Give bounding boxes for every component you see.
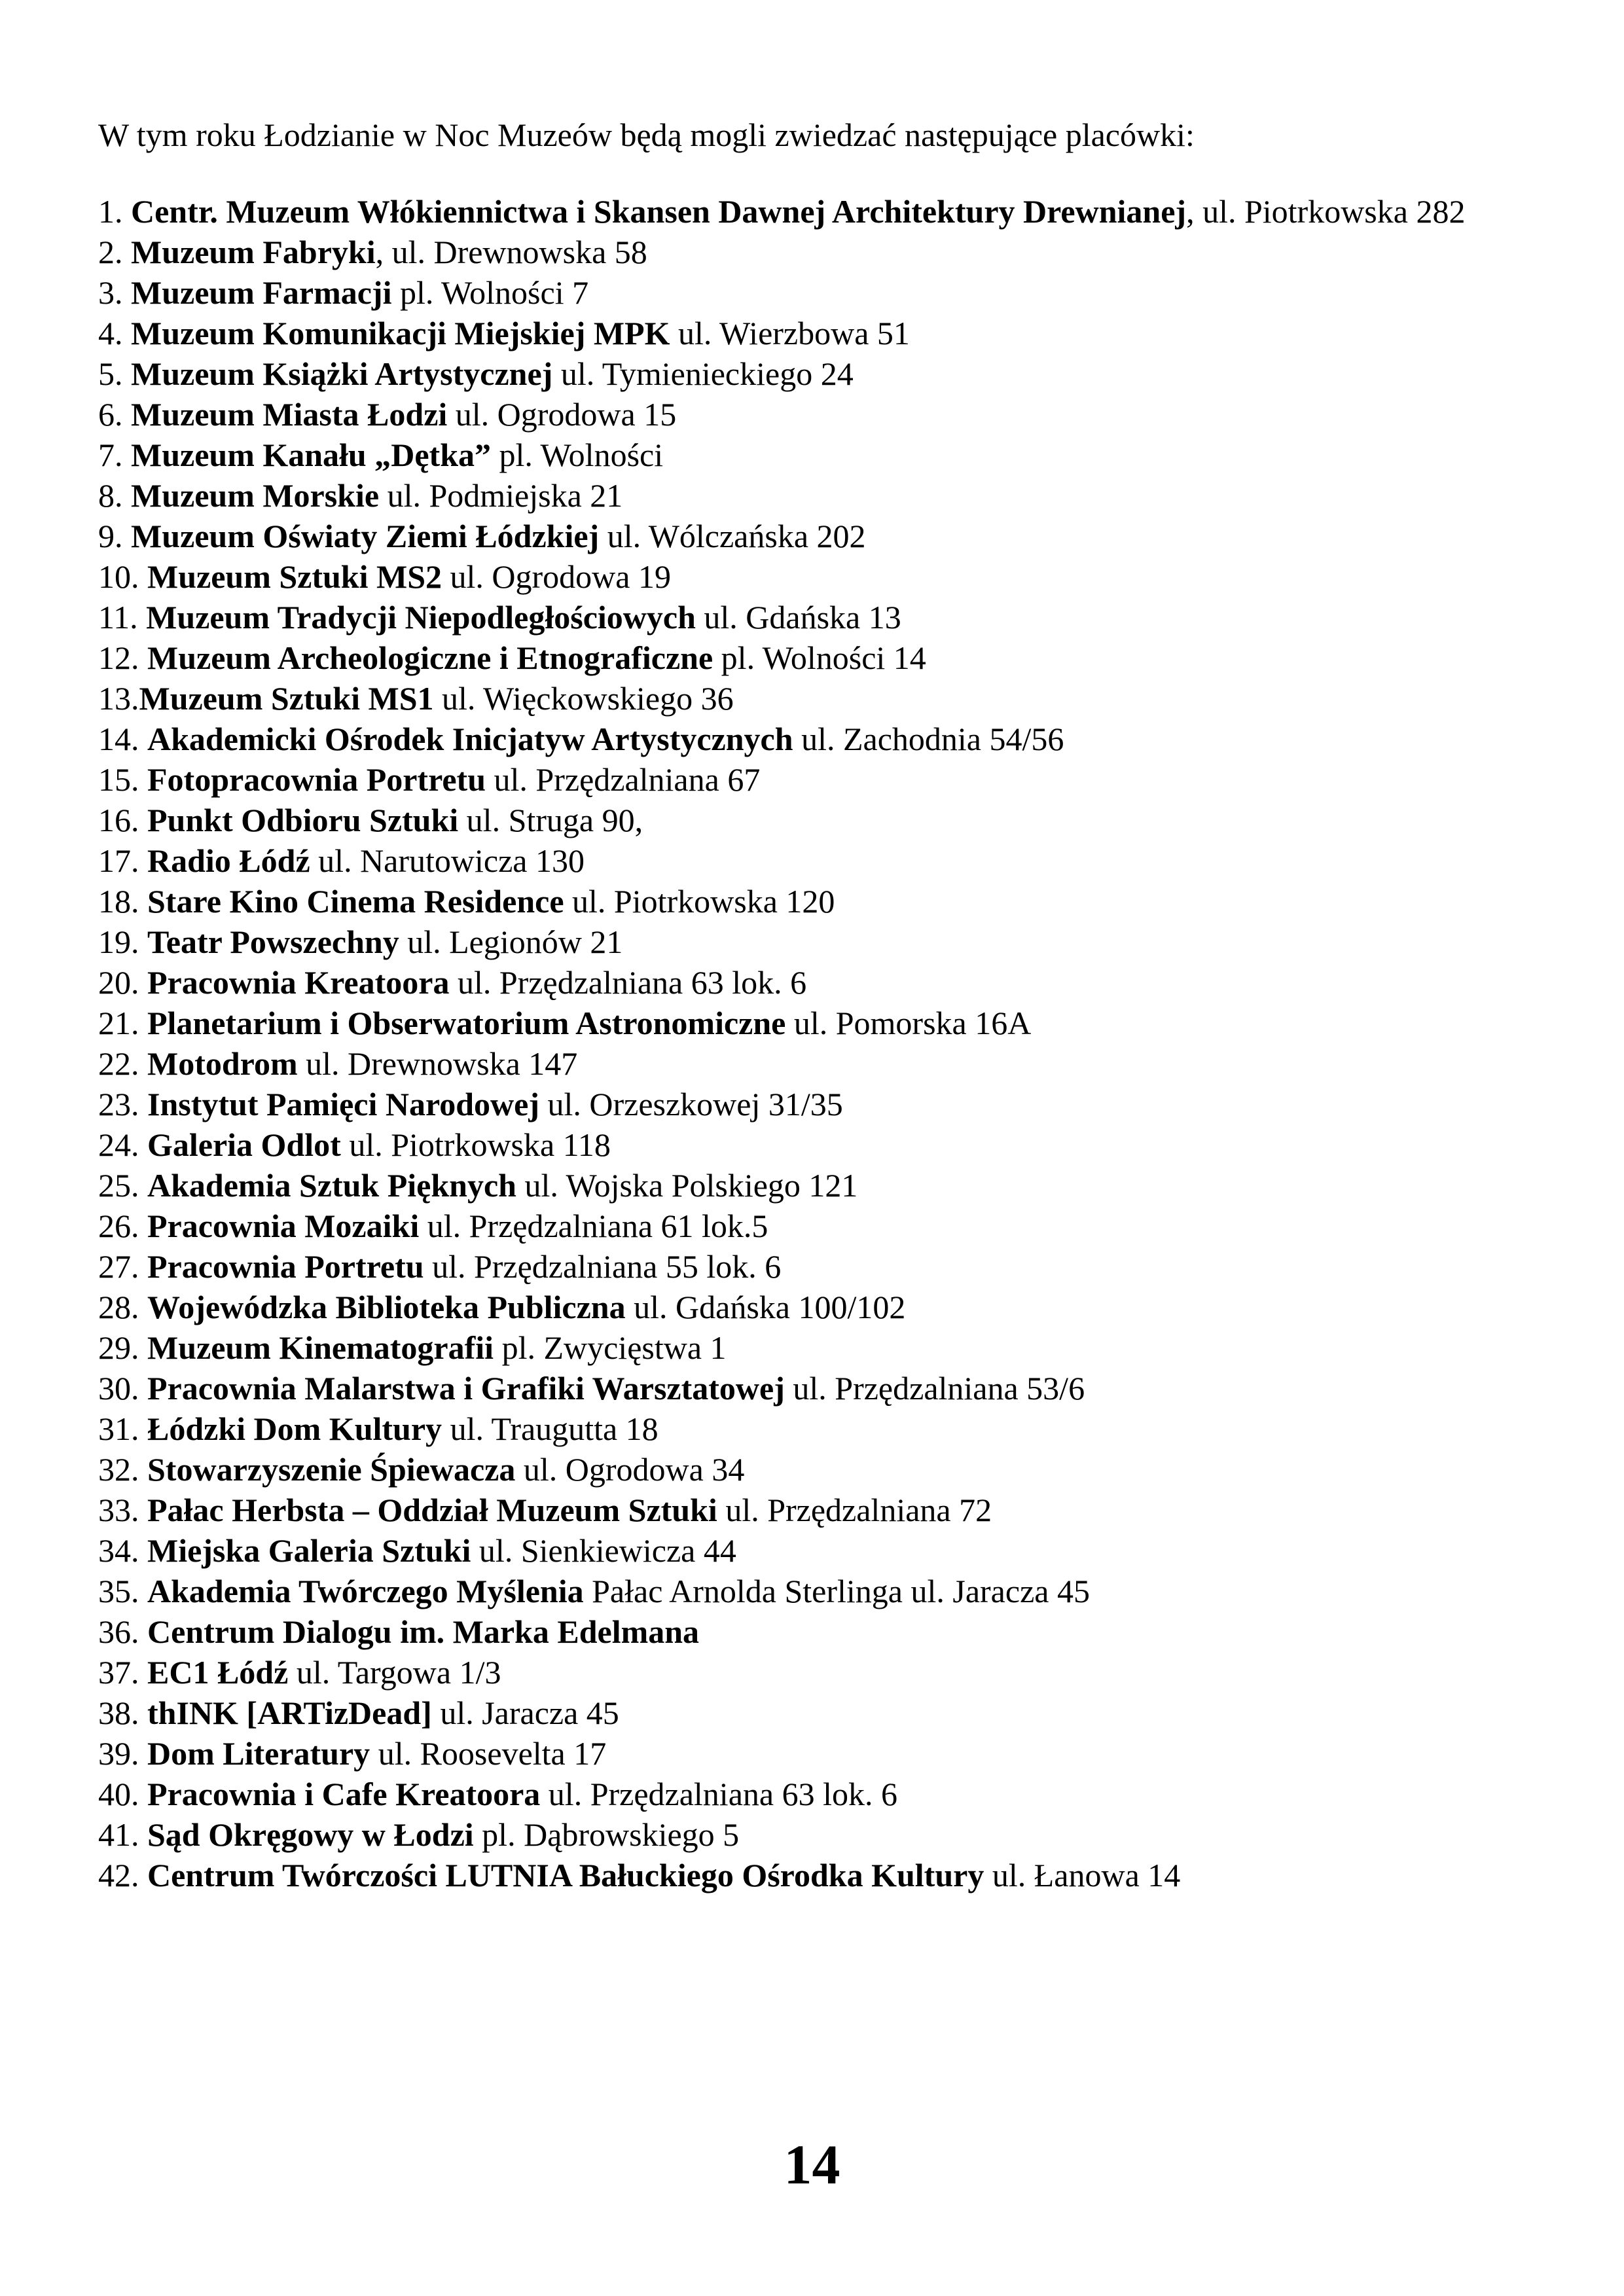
item-address: ul. Narutowicza 130 — [310, 842, 585, 879]
item-number: 30. — [98, 1370, 147, 1407]
item-number: 14. — [98, 721, 147, 757]
list-item — [98, 1693, 1559, 1733]
item-name: Muzeum Książki Artystycznej — [131, 355, 553, 392]
item-number: 36. — [98, 1613, 147, 1650]
item-address: ul. Gdańska 13 — [695, 599, 901, 636]
item-address: pl. Zwycięstwa 1 — [494, 1329, 727, 1366]
item-number: 15. — [98, 761, 147, 798]
list-item — [98, 1571, 1559, 1611]
list-item — [98, 597, 1559, 637]
item-number: 41. — [98, 1816, 147, 1853]
item-address: ul. Struga 90, — [458, 802, 643, 838]
item-number: 21. — [98, 1005, 147, 1041]
item-number: 12. — [98, 639, 147, 676]
item-address: ul. Sienkiewicza 44 — [471, 1532, 736, 1569]
item-name: Centr. Muzeum Włókiennictwa i Skansen Dawnej Architektury Drewnianej — [131, 193, 1187, 230]
museum-list — [98, 191, 1559, 1895]
item-address: , ul. Piotrkowska 282 — [1186, 193, 1466, 230]
item-address: ul. Targowa 1/3 — [288, 1654, 501, 1691]
item-address: ul. Przędzalniana 63 lok. 6 — [449, 964, 807, 1001]
page-number: 14 — [784, 2133, 840, 2196]
intro-paragraph: W tym roku Łodzianie w Noc Muzeów będą mogli zwiedzać następujące placówki: — [98, 117, 1195, 153]
list-item — [98, 1287, 1559, 1327]
item-address: ul. Zachodnia 54/56 — [793, 721, 1064, 757]
item-number: 20. — [98, 964, 147, 1001]
item-address: ul. Wojska Polskiego 121 — [516, 1167, 858, 1204]
item-address: pl. Wolności — [491, 437, 664, 473]
list-item — [98, 1368, 1559, 1408]
item-name: Akademia Sztuk Pięknych — [147, 1167, 516, 1204]
item-name: Wojewódzka Biblioteka Publiczna — [147, 1289, 626, 1325]
list-item — [98, 1408, 1559, 1449]
item-name: Pałac Herbsta – Oddział Muzeum Sztuki — [147, 1492, 717, 1528]
item-address: pl. Wolności 7 — [391, 274, 589, 311]
item-number: 35. — [98, 1573, 147, 1609]
list-item — [98, 1814, 1559, 1855]
item-name: Muzeum Farmacji — [131, 274, 392, 311]
item-name: Stowarzyszenie Śpiewacza — [147, 1451, 516, 1488]
item-address: ul. Przędzalniana 72 — [717, 1492, 992, 1528]
list-item — [98, 394, 1559, 435]
list-item — [98, 1124, 1559, 1165]
item-number: 42. — [98, 1857, 147, 1893]
item-address: ul. Przędzalniana 55 lok. 6 — [424, 1248, 782, 1285]
item-name: Sąd Okręgowy w Łodzi — [147, 1816, 474, 1853]
item-address: ul. Przędzalniana 63 lok. 6 — [540, 1776, 897, 1812]
item-number: 28. — [98, 1289, 147, 1325]
item-name: Motodrom — [147, 1045, 298, 1082]
item-number: 5. — [98, 355, 131, 392]
item-number: 10. — [98, 558, 147, 595]
item-name: Akademia Twórczego Myślenia — [147, 1573, 584, 1609]
item-address: Pałac Arnolda Sterlinga ul. Jaracza 45 — [583, 1573, 1090, 1609]
list-item — [98, 272, 1559, 313]
item-address: ul. Roosevelta 17 — [370, 1735, 607, 1772]
item-number: 8. — [98, 477, 131, 514]
item-name: Łódzki Dom Kultury — [147, 1410, 442, 1447]
item-number: 18. — [98, 883, 147, 920]
list-item — [98, 556, 1559, 597]
item-address: ul. Jaracza 45 — [431, 1695, 619, 1731]
item-address: ul. Drewnowska 147 — [297, 1045, 578, 1082]
item-number: 9. — [98, 518, 131, 554]
item-address: ul. Podmiejska 21 — [379, 477, 623, 514]
item-address: ul. Tymienieckiego 24 — [552, 355, 854, 392]
list-item — [98, 719, 1559, 759]
list-item — [98, 1774, 1559, 1814]
item-name: Punkt Odbioru Sztuki — [147, 802, 459, 838]
item-address: ul. Ogrodowa 34 — [515, 1451, 745, 1488]
list-item — [98, 1449, 1559, 1490]
item-number: 31. — [98, 1410, 147, 1447]
item-name: Muzeum Kinematografii — [147, 1329, 494, 1366]
item-name: Muzeum Miasta Łodzi — [131, 396, 448, 433]
list-item — [98, 191, 1559, 232]
item-address: ul. Traugutta 18 — [442, 1410, 659, 1447]
item-number: 6. — [98, 396, 131, 433]
item-name: Muzeum Kanału „Dętka” — [131, 437, 491, 473]
list-item — [98, 1490, 1559, 1530]
item-number: 32. — [98, 1451, 147, 1488]
list-item — [98, 313, 1559, 353]
item-name: Stare Kino Cinema Residence — [147, 883, 564, 920]
item-number: 22. — [98, 1045, 147, 1082]
item-address: ul. Wólczańska 202 — [599, 518, 866, 554]
item-number: 34. — [98, 1532, 147, 1569]
item-address: pl. Dąbrowskiego 5 — [473, 1816, 740, 1853]
item-number: 1. — [98, 193, 131, 230]
item-number: 4. — [98, 315, 131, 351]
list-item — [98, 1165, 1559, 1206]
item-name: Muzeum Tradycji Niepodległościowych — [146, 599, 696, 636]
item-name: Planetarium i Obserwatorium Astronomiczne — [147, 1005, 786, 1041]
item-name: EC1 Łódź — [147, 1654, 289, 1691]
item-address: ul. Legionów 21 — [399, 924, 623, 960]
list-item — [98, 678, 1559, 719]
item-name: Pracownia Kreatoora — [147, 964, 450, 1001]
item-number: 40. — [98, 1776, 147, 1812]
item-name: Centrum Dialogu im. Marka Edelmana — [147, 1613, 700, 1650]
item-number: 33. — [98, 1492, 147, 1528]
item-name: Teatr Powszechny — [147, 924, 399, 960]
item-name: Muzeum Morskie — [131, 477, 380, 514]
list-item — [98, 800, 1559, 840]
item-address: ul. Pomorska 16A — [785, 1005, 1032, 1041]
list-item — [98, 759, 1559, 800]
item-number: 16. — [98, 802, 147, 838]
list-item — [98, 1206, 1559, 1246]
item-number: 39. — [98, 1735, 147, 1772]
list-item — [98, 516, 1559, 556]
list-item — [98, 1611, 1559, 1652]
list-item — [98, 1043, 1559, 1084]
item-name: Miejska Galeria Sztuki — [147, 1532, 471, 1569]
item-address: ul. Więckowskiego 36 — [433, 680, 734, 717]
item-name: Pracownia Portretu — [147, 1248, 424, 1285]
list-item — [98, 435, 1559, 475]
item-number: 11. — [98, 599, 147, 636]
item-name: Akademicki Ośrodek Inicjatyw Artystycznych — [147, 721, 793, 757]
item-number: 25. — [98, 1167, 147, 1204]
list-item — [98, 475, 1559, 516]
item-name: Centrum Twórczości LUTNIA Bałuckiego Ośrodka Kultury — [147, 1857, 984, 1893]
list-item — [98, 1246, 1559, 1287]
item-number: 13. — [98, 680, 139, 717]
item-name: Dom Literatury — [147, 1735, 370, 1772]
item-address: ul. Wierzbowa 51 — [670, 315, 910, 351]
item-address: ul. Przędzalniana 67 — [486, 761, 761, 798]
item-name: Pracownia Malarstwa i Grafiki Warsztatowej — [147, 1370, 785, 1407]
item-address: ul. Piotrkowska 118 — [340, 1126, 611, 1163]
item-address: ul. Przędzalniana 53/6 — [784, 1370, 1085, 1407]
list-item — [98, 1733, 1559, 1774]
list-item — [98, 962, 1559, 1003]
item-number: 2. — [98, 234, 131, 270]
item-name: Muzeum Fabryki — [131, 234, 376, 270]
list-item — [98, 1327, 1559, 1368]
item-name: Galeria Odlot — [147, 1126, 341, 1163]
list-item — [98, 637, 1559, 678]
item-number: 7. — [98, 437, 131, 473]
item-address: ul. Piotrkowska 120 — [564, 883, 835, 920]
item-name: Muzeum Sztuki MS2 — [147, 558, 442, 595]
item-number: 3. — [98, 274, 131, 311]
item-address: pl. Wolności 14 — [713, 639, 926, 676]
item-number: 27. — [98, 1248, 147, 1285]
item-address: , ul. Drewnowska 58 — [375, 234, 647, 270]
list-item — [98, 1003, 1559, 1043]
list-item — [98, 881, 1559, 922]
page-content — [98, 115, 1559, 1895]
item-number: 17. — [98, 842, 147, 879]
item-name: Muzeum Oświaty Ziemi Łódzkiej — [131, 518, 600, 554]
list-item — [98, 840, 1559, 881]
item-number: 37. — [98, 1654, 147, 1691]
list-item — [98, 353, 1559, 394]
item-address: ul. Orzeszkowej 31/35 — [539, 1086, 843, 1122]
item-address: ul. Ogrodowa 19 — [442, 558, 671, 595]
list-item — [98, 1530, 1559, 1571]
item-name: Instytut Pamięci Narodowej — [147, 1086, 539, 1122]
list-item — [98, 232, 1559, 272]
item-number: 29. — [98, 1329, 147, 1366]
item-number: 23. — [98, 1086, 147, 1122]
item-address: ul. Łanowa 14 — [984, 1857, 1181, 1893]
list-item — [98, 1652, 1559, 1693]
item-name: Radio Łódź — [147, 842, 310, 879]
item-number: 26. — [98, 1208, 147, 1244]
item-number: 38. — [98, 1695, 147, 1731]
list-item — [98, 922, 1559, 962]
item-name: Pracownia Mozaiki — [147, 1208, 420, 1244]
list-item — [98, 1855, 1559, 1895]
item-name: Muzeum Archeologiczne i Etnograficzne — [147, 639, 713, 676]
item-name: Muzeum Sztuki MS1 — [139, 680, 434, 717]
item-name: Fotopracownia Portretu — [147, 761, 486, 798]
item-name: Muzeum Komunikacji Miejskiej MPK — [131, 315, 670, 351]
item-number: 24. — [98, 1126, 147, 1163]
item-address: ul. Gdańska 100/102 — [625, 1289, 906, 1325]
item-number: 19. — [98, 924, 147, 960]
item-name: thINK [ARTizDead] — [147, 1695, 432, 1731]
item-address: ul. Ogrodowa 15 — [447, 396, 677, 433]
item-name: Pracownia i Cafe Kreatoora — [147, 1776, 541, 1812]
item-address: ul. Przędzalniana 61 lok.5 — [419, 1208, 768, 1244]
list-item — [98, 1084, 1559, 1124]
